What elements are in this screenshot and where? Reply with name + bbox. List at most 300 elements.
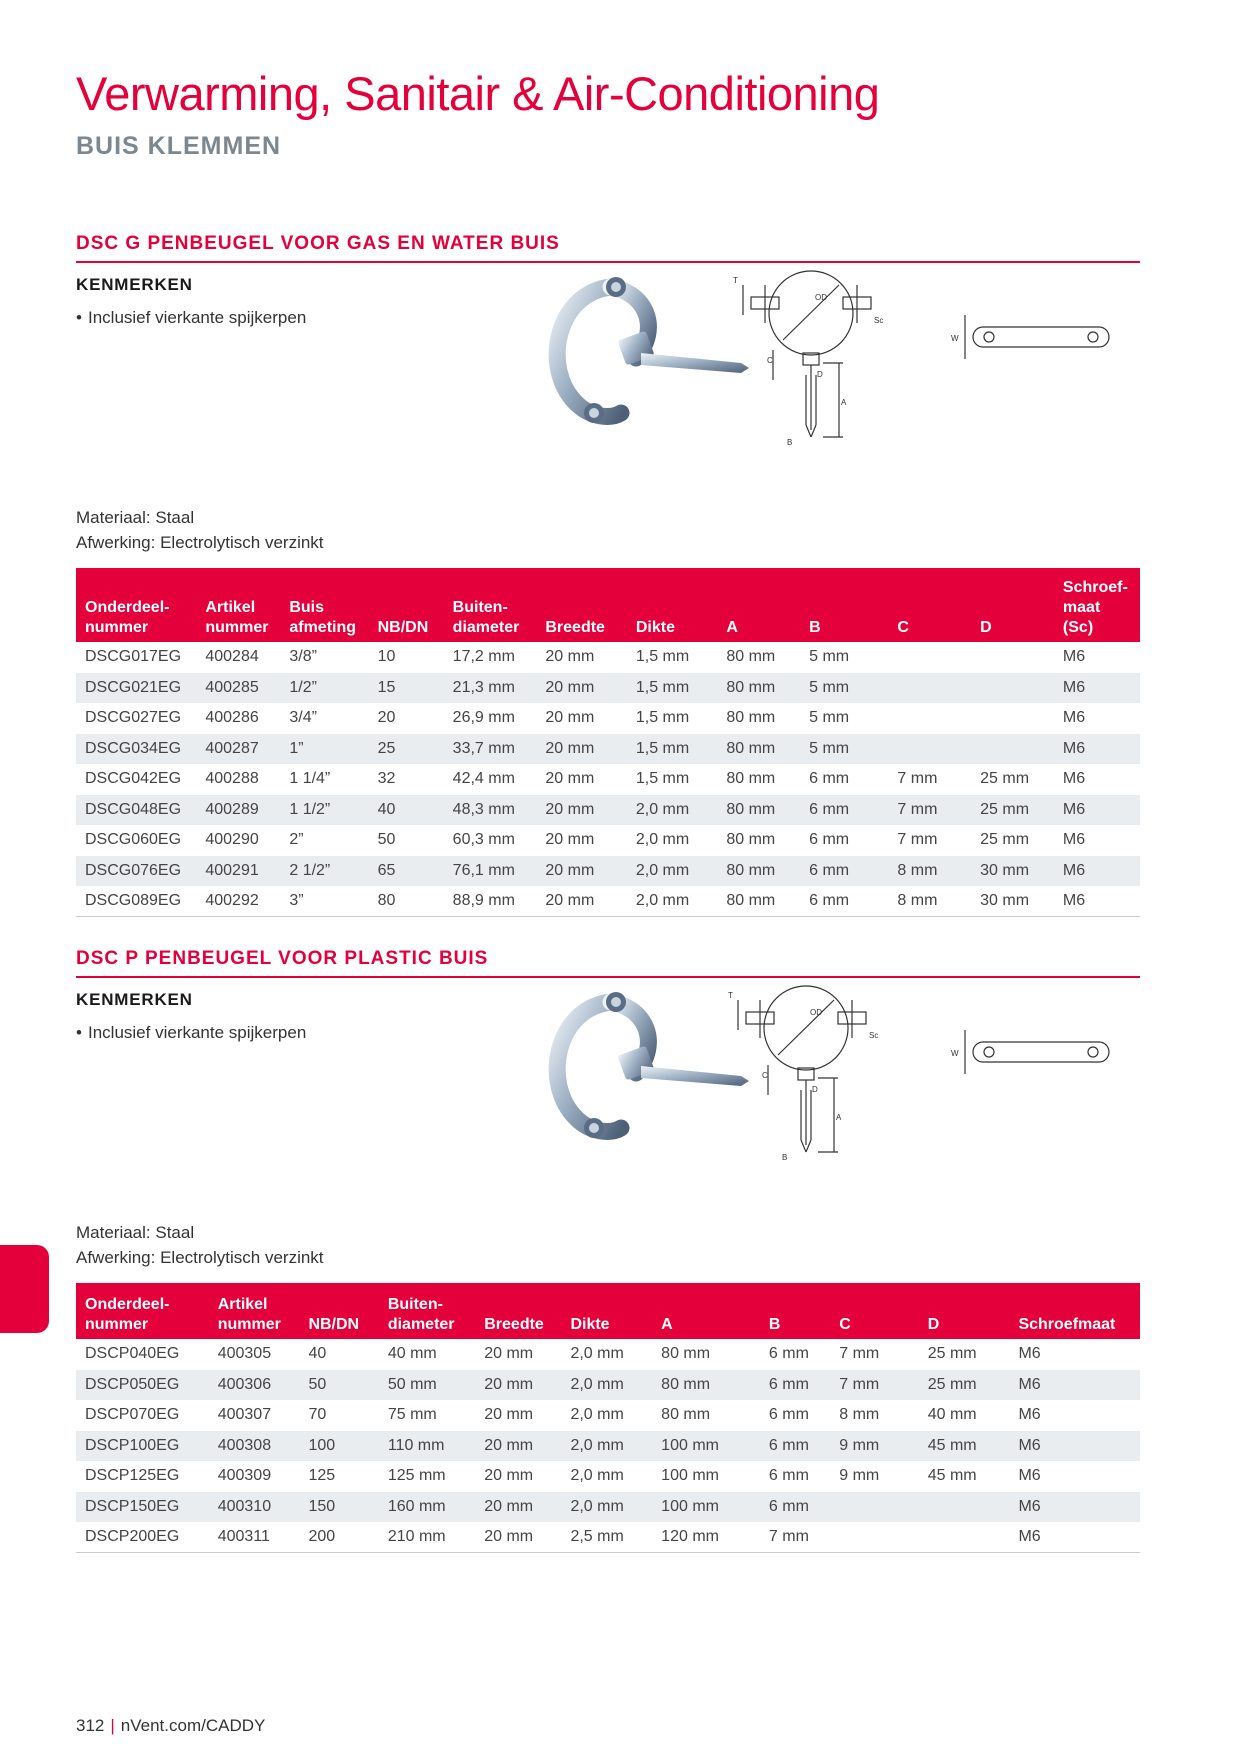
section-dsc-g	[76, 233, 1140, 913]
section-dsc-p	[76, 948, 1140, 1568]
table-cell: DSCG042EG	[85, 770, 182, 788]
table-cell: 80 mm	[726, 709, 776, 727]
table-cell: 40	[308, 1345, 327, 1363]
table-cell: 25 mm	[980, 831, 1030, 849]
column-header	[299, 1283, 378, 1339]
column-header-line: Artikel	[217, 1296, 268, 1313]
table-cell: M6	[1062, 648, 1086, 666]
table-cell: 80 mm	[717, 795, 800, 826]
label-c: C	[762, 1071, 768, 1080]
table-row	[76, 1400, 1140, 1431]
column-header-line: diameter	[387, 1316, 455, 1333]
table-cell: M6	[1018, 1467, 1041, 1485]
column-header	[1009, 1283, 1140, 1339]
table-cell: 20 mm	[545, 770, 595, 788]
column-header-line: nummer	[85, 1316, 149, 1333]
table-cell: 50 mm	[379, 1370, 475, 1401]
table-cell: 65	[369, 856, 444, 887]
table-cell: DSCG048EG	[76, 795, 196, 826]
table-cell: 2,0 mm	[561, 1492, 652, 1523]
column-header	[379, 1283, 475, 1339]
table-cell: 8 mm	[888, 886, 971, 917]
column-header	[369, 568, 444, 642]
label-c: C	[767, 356, 773, 365]
table-cell: 75 mm	[387, 1406, 437, 1424]
finish-line: Afwerking: Electrolytisch verzinkt	[76, 533, 324, 552]
table-cell	[888, 673, 971, 704]
column-header	[76, 568, 196, 642]
table-cell: 20 mm	[536, 856, 626, 887]
table-cell: M6	[1009, 1431, 1140, 1462]
column-header	[652, 1283, 760, 1339]
table-cell: DSCP100EG	[76, 1431, 209, 1462]
table-cell: M6	[1062, 831, 1086, 849]
table-cell: 80 mm	[726, 648, 776, 666]
table-cell: 45 mm	[927, 1467, 977, 1485]
table-cell	[888, 734, 971, 765]
column-header	[971, 568, 1054, 642]
table-cell	[919, 1522, 1010, 1553]
table-cell: 120 mm	[652, 1522, 760, 1553]
table-cell: 7 mm	[830, 1370, 918, 1401]
column-header-line: Breedte	[484, 1316, 544, 1333]
table-cell: 1 1/4”	[289, 770, 331, 788]
table-cell	[830, 1522, 918, 1553]
clamp-strip-drawing-icon	[951, 1028, 1131, 1078]
table-cell: 40	[369, 795, 444, 826]
table-cell: 3/8”	[289, 648, 317, 666]
table-cell: 400310	[209, 1492, 300, 1523]
column-header	[280, 568, 368, 642]
table-cell: M6	[1054, 856, 1140, 887]
table-row	[76, 764, 1140, 795]
table-cell: 2,0 mm	[627, 856, 717, 887]
table-cell: 76,1 mm	[444, 856, 537, 887]
column-header-line: Dikte	[570, 1316, 610, 1333]
table-cell: 80 mm	[717, 673, 800, 704]
page-title: Verwarming, Sanitair & Air-Conditioning	[76, 67, 880, 120]
table-cell: 25 mm	[919, 1370, 1010, 1401]
table-cell: 1,5 mm	[627, 673, 717, 704]
table-cell: 2,0 mm	[570, 1406, 624, 1424]
table-cell: 25 mm	[971, 795, 1054, 826]
table-cell: 20 mm	[545, 648, 595, 666]
table-cell: 9 mm	[839, 1467, 880, 1485]
table-cell: 32	[377, 770, 396, 788]
table-cell: M6	[1054, 795, 1140, 826]
table-cell: 25 mm	[927, 1345, 977, 1363]
table-cell: 100 mm	[652, 1492, 760, 1523]
table-cell: M6	[1062, 709, 1086, 727]
table-cell: 5 mm	[800, 673, 888, 704]
table-cell: 20 mm	[536, 886, 626, 917]
table-cell: 80 mm	[661, 1406, 711, 1424]
table-cell: DSCP125EG	[85, 1467, 180, 1485]
features-title: KENMERKEN	[76, 990, 193, 1009]
column-header-line: Onderdeel-	[85, 1296, 170, 1313]
table-cell: 1,5 mm	[635, 770, 690, 788]
column-header	[561, 1283, 652, 1339]
column-header-line: A	[726, 619, 738, 636]
table-row	[76, 642, 1140, 673]
footer-link[interactable]: nVent.com/CADDY	[120, 1716, 266, 1735]
column-header	[444, 568, 537, 642]
table-cell: 1,5 mm	[635, 709, 690, 727]
column-header	[1054, 568, 1140, 642]
table-cell: 400311	[209, 1522, 300, 1553]
table-row	[76, 673, 1140, 704]
table-cell: 26,9 mm	[452, 709, 515, 727]
column-header-line: NB/DN	[377, 619, 429, 636]
spec-table	[76, 568, 1140, 917]
table-cell: 80	[369, 886, 444, 917]
table-cell: 400284	[205, 648, 259, 666]
table-cell: DSCP070EG	[85, 1406, 180, 1424]
label-b: B	[782, 1153, 788, 1160]
finish-line: Afwerking: Electrolytisch verzinkt	[76, 1248, 324, 1267]
table-cell: 2,0 mm	[561, 1370, 652, 1401]
page-subtitle: BUIS KLEMMEN	[76, 132, 282, 160]
table-cell: DSCG027EG	[85, 709, 182, 727]
table-row	[76, 1370, 1140, 1401]
page-number: 312	[76, 1716, 105, 1735]
table-cell: 125 mm	[387, 1467, 446, 1485]
table-cell: 80 mm	[726, 770, 776, 788]
table-cell: 20 mm	[536, 673, 626, 704]
table-cell: 2,0 mm	[570, 1345, 624, 1363]
table-cell: 100	[299, 1431, 378, 1462]
table-cell: 2,0 mm	[561, 1431, 652, 1462]
table-cell: 2,0 mm	[627, 886, 717, 917]
table-cell: 400286	[205, 709, 259, 727]
table-cell: DSCG060EG	[85, 831, 182, 849]
table-cell	[971, 673, 1054, 704]
table-cell: 400291	[196, 856, 280, 887]
column-header-line: B	[768, 1316, 781, 1333]
table-cell: 6 mm	[809, 770, 850, 788]
table-row	[76, 703, 1140, 734]
column-header	[475, 1283, 561, 1339]
table-cell: 6 mm	[809, 831, 850, 849]
table-cell: DSCG021EG	[76, 673, 196, 704]
table-cell: 20 mm	[475, 1522, 561, 1553]
table-cell: 88,9 mm	[444, 886, 537, 917]
table-cell: 70	[308, 1406, 327, 1424]
table-cell: 80 mm	[717, 734, 800, 765]
table-cell: 20 mm	[484, 1467, 534, 1485]
table-cell: 48,3 mm	[444, 795, 537, 826]
table-cell: 400308	[209, 1431, 300, 1462]
table-cell: DSCP040EG	[85, 1345, 180, 1363]
table-cell: DSCP200EG	[76, 1522, 209, 1553]
table-cell: 80 mm	[717, 856, 800, 887]
table-cell: M6	[1018, 1406, 1041, 1424]
table-cell: 2,0 mm	[627, 795, 717, 826]
table-cell: 160 mm	[379, 1492, 475, 1523]
column-header-line: nummer	[205, 619, 269, 636]
side-tab	[0, 1245, 49, 1333]
column-header-line: Buis	[289, 599, 325, 616]
table-cell: 20 mm	[484, 1345, 534, 1363]
table-cell	[888, 642, 971, 673]
table-cell: 20 mm	[484, 1406, 534, 1424]
column-header-line: (Sc)	[1062, 619, 1094, 636]
table-cell: 150	[299, 1492, 378, 1523]
table-cell: 5 mm	[809, 709, 850, 727]
column-header	[717, 568, 800, 642]
column-header-line: Buiten-	[452, 599, 508, 616]
column-header-line: nummer	[85, 619, 149, 636]
column-header	[627, 568, 717, 642]
table-cell: 9 mm	[830, 1431, 918, 1462]
table-cell: M6	[1018, 1345, 1041, 1363]
table-cell: 30 mm	[971, 886, 1054, 917]
table-cell: 21,3 mm	[444, 673, 537, 704]
table-cell: 6 mm	[800, 795, 888, 826]
column-header-line: B	[809, 619, 821, 636]
column-header-line: Schroef-	[1062, 579, 1128, 596]
column-header-line: C	[839, 1316, 851, 1333]
column-header-line: Onderdeel-	[85, 599, 170, 616]
label-od: OD	[815, 293, 827, 302]
table-row	[76, 856, 1140, 887]
table-cell: 2”	[289, 831, 304, 849]
table-row	[76, 1522, 1140, 1553]
feature-item: • Inclusief vierkante spijkerpen	[76, 1023, 307, 1042]
table-cell: DSCG076EG	[76, 856, 196, 887]
table-cell: 1 1/2”	[280, 795, 368, 826]
table-cell: 17,2 mm	[452, 648, 515, 666]
table-cell: 400307	[217, 1406, 272, 1424]
table-cell: 100 mm	[661, 1467, 719, 1485]
table-cell: 20	[377, 709, 396, 727]
label-w: W	[951, 1049, 959, 1058]
clamp-strip-drawing-icon	[951, 313, 1131, 363]
table-cell: 30 mm	[971, 856, 1054, 887]
table-cell: M6	[1062, 770, 1086, 788]
table-cell: 80 mm	[661, 1345, 711, 1363]
table-cell: M6	[1054, 673, 1140, 704]
clamp-dimension-drawing-icon	[731, 255, 911, 445]
table-cell: DSCP050EG	[76, 1370, 209, 1401]
column-header-line: A	[661, 1316, 673, 1333]
table-cell: 40 mm	[387, 1345, 437, 1363]
label-od: OD	[810, 1008, 822, 1017]
table-cell	[919, 1492, 1010, 1523]
table-cell: M6	[1009, 1370, 1140, 1401]
label-a: A	[841, 398, 847, 407]
table-cell: 20 mm	[545, 831, 595, 849]
table-cell: 6 mm	[800, 886, 888, 917]
table-cell: 400309	[217, 1467, 272, 1485]
column-header-line: Dikte	[635, 619, 675, 636]
table-cell: 7 mm	[897, 831, 938, 849]
table-cell: 400306	[209, 1370, 300, 1401]
table-cell: 400287	[196, 734, 280, 765]
feature-text: Inclusief vierkante spijkerpen	[88, 1023, 307, 1042]
table-cell: 2,5 mm	[561, 1522, 652, 1553]
label-w: W	[951, 334, 959, 343]
label-d: D	[812, 1085, 818, 1094]
table-cell: DSCG089EG	[76, 886, 196, 917]
table-cell: 7 mm	[897, 770, 938, 788]
table-cell: 25	[369, 734, 444, 765]
column-header-line: nummer	[217, 1316, 281, 1333]
feature-item: • Inclusief vierkante spijkerpen	[76, 308, 307, 327]
material-info	[76, 505, 324, 555]
table-cell: 50	[299, 1370, 378, 1401]
table-cell	[888, 703, 971, 734]
footer-separator: |	[110, 1716, 115, 1735]
table-cell: 400292	[196, 886, 280, 917]
table-cell: 80 mm	[652, 1370, 760, 1401]
table-cell: 1/2”	[280, 673, 368, 704]
table-cell: M6	[1054, 734, 1140, 765]
table-cell: 200	[299, 1522, 378, 1553]
column-header-line: D	[980, 619, 992, 636]
table-row	[76, 1339, 1140, 1370]
column-header-line: Buiten-	[387, 1296, 443, 1313]
table-cell: 33,7 mm	[444, 734, 537, 765]
table-cell: 400285	[196, 673, 280, 704]
table-cell: 6 mm	[760, 1370, 830, 1401]
table-cell: 125	[308, 1467, 336, 1485]
table-cell: 7 mm	[760, 1522, 830, 1553]
table-cell: 20 mm	[536, 795, 626, 826]
table-cell: 6 mm	[760, 1492, 830, 1523]
table-cell: 1,5 mm	[627, 734, 717, 765]
table-row	[76, 886, 1140, 917]
table-cell: 400305	[217, 1345, 272, 1363]
table-cell: 3/4”	[289, 709, 317, 727]
label-sc: Sc	[874, 316, 884, 325]
table-cell	[971, 703, 1054, 734]
table-cell: 8 mm	[888, 856, 971, 887]
table-cell: DSCG017EG	[85, 648, 182, 666]
column-header-line: D	[927, 1316, 940, 1333]
table-cell: 400288	[205, 770, 259, 788]
material-line: Materiaal: Staal	[76, 1223, 195, 1242]
table-cell: 40 mm	[927, 1406, 977, 1424]
column-header	[919, 1283, 1010, 1339]
table-cell: 20 mm	[475, 1370, 561, 1401]
features-title: KENMERKEN	[76, 275, 193, 294]
table-cell: 7 mm	[888, 795, 971, 826]
column-header	[536, 568, 626, 642]
table-cell: 25 mm	[980, 770, 1030, 788]
table-cell: 2,0 mm	[570, 1467, 624, 1485]
table-cell: 80 mm	[726, 831, 776, 849]
material-info	[76, 1220, 324, 1270]
table-cell: DSCG034EG	[76, 734, 196, 765]
section-title: DSC P PENBEUGEL VOOR PLASTIC BUIS	[76, 948, 1140, 978]
table-cell: 15	[369, 673, 444, 704]
feature-text: Inclusief vierkante spijkerpen	[88, 308, 307, 327]
table-cell: 42,4 mm	[452, 770, 515, 788]
table-cell: 8 mm	[839, 1406, 880, 1424]
column-header-line: afmeting	[289, 619, 357, 636]
table-cell	[830, 1492, 918, 1523]
table-cell: 6 mm	[768, 1345, 809, 1363]
label-sc: Sc	[869, 1031, 879, 1040]
label-d: D	[817, 370, 823, 379]
material-line: Materiaal: Staal	[76, 508, 195, 527]
label-t: T	[728, 991, 733, 1000]
column-header	[196, 568, 280, 642]
column-header-line: maat	[1062, 599, 1101, 616]
table-cell: 50	[377, 831, 396, 849]
table-cell: M6	[1009, 1492, 1140, 1523]
column-header	[800, 568, 888, 642]
table-row	[76, 1431, 1140, 1462]
table-cell: 60,3 mm	[452, 831, 515, 849]
table-cell	[971, 642, 1054, 673]
table-row	[76, 734, 1140, 765]
column-header	[760, 1283, 830, 1339]
column-header-line: C	[897, 619, 909, 636]
column-header	[830, 1283, 918, 1339]
table-row	[76, 1461, 1140, 1492]
column-header-line: diameter	[452, 619, 520, 636]
table-cell: 80 mm	[717, 886, 800, 917]
spec-table	[76, 1283, 1140, 1553]
table-cell: 7 mm	[839, 1345, 880, 1363]
table-cell: M6	[1009, 1522, 1140, 1553]
table-cell: 6 mm	[760, 1431, 830, 1462]
section-title: DSC G PENBEUGEL VOOR GAS EN WATER BUIS	[76, 233, 1140, 263]
column-header	[76, 1283, 209, 1339]
clamp-dimension-drawing-icon	[726, 970, 906, 1160]
label-b: B	[787, 438, 793, 445]
column-header-line: NB/DN	[308, 1316, 360, 1333]
table-cell: 400289	[196, 795, 280, 826]
table-cell: 20 mm	[475, 1431, 561, 1462]
table-cell: 20 mm	[536, 734, 626, 765]
column-header-line: Breedte	[545, 619, 605, 636]
table-cell: 2,0 mm	[635, 831, 690, 849]
table-cell: 2 1/2”	[280, 856, 368, 887]
table-cell: 10	[377, 648, 396, 666]
table-cell: 6 mm	[800, 856, 888, 887]
table-cell: 1”	[280, 734, 368, 765]
table-cell: 5 mm	[809, 648, 850, 666]
label-t: T	[733, 276, 738, 285]
table-cell: 210 mm	[379, 1522, 475, 1553]
table-cell: 45 mm	[919, 1431, 1010, 1462]
table-cell: 20 mm	[545, 709, 595, 727]
table-cell: 1,5 mm	[635, 648, 690, 666]
column-header	[888, 568, 971, 642]
label-a: A	[836, 1113, 842, 1122]
table-cell: 5 mm	[800, 734, 888, 765]
column-header-line: Schroefmaat	[1018, 1316, 1116, 1333]
column-header-line: Artikel	[205, 599, 256, 616]
table-row	[76, 825, 1140, 856]
table-cell: 3”	[280, 886, 368, 917]
table-cell: 6 mm	[768, 1467, 809, 1485]
table-cell: 6 mm	[768, 1406, 809, 1424]
table-cell: 400290	[205, 831, 259, 849]
table-cell	[971, 734, 1054, 765]
table-cell: 100 mm	[652, 1431, 760, 1462]
table-cell: 110 mm	[379, 1431, 475, 1462]
footer	[76, 1716, 265, 1736]
column-header	[209, 1283, 300, 1339]
table-cell: 20 mm	[475, 1492, 561, 1523]
table-row	[76, 795, 1140, 826]
table-cell: M6	[1054, 886, 1140, 917]
table-cell: DSCP150EG	[76, 1492, 209, 1523]
